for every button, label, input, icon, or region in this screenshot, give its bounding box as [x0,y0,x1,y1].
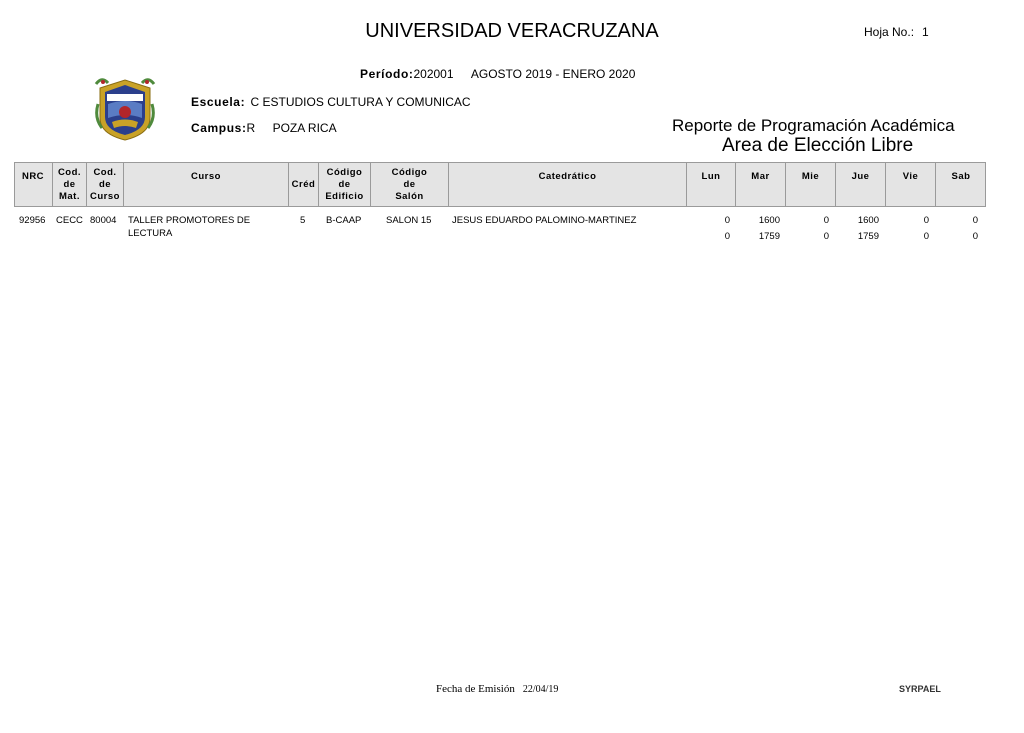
fecha-label: Fecha de Emisión [436,683,515,695]
periodo-code: 202001 [413,67,454,81]
cell-lun-fin: 0 [724,231,730,242]
col-vie: Vie [886,162,936,207]
col-cred: Créd [289,162,319,207]
col-mie: Mie [786,162,836,207]
col-cod-edificio: Código de Edificio [319,162,371,207]
escuela-line [191,95,471,109]
col-cod-mat: Cod. de Mat. [53,162,87,207]
footer-fecha [436,683,558,695]
hoja-label: Hoja No.: [864,25,915,39]
cell-jue-fin: 1759 [857,231,879,242]
cell-edificio: B-CAAP [326,215,362,226]
university-title: UNIVERSIDAD VERACRUZANA [365,20,659,42]
university-seal-logo [94,74,156,142]
col-curso: Curso [124,162,289,207]
cell-curso-line1: TALLER PROMOTORES DE [128,215,251,226]
cell-lun-inicio: 0 [724,215,730,226]
col-lun: Lun [687,162,736,207]
cell-salon: SALON 15 [386,215,432,226]
campus-code: R [246,121,256,135]
col-jue: Jue [836,162,886,207]
cell-nrc: 92956 [19,215,46,226]
escuela-label: Escuela: [191,95,246,109]
cell-sab-fin: 0 [972,231,978,242]
periodo-line [360,67,635,81]
report-title: Reporte de Programación Académica [672,116,955,135]
fecha-value: 22/04/19 [522,684,559,695]
col-nrc: NRC [14,162,53,207]
cell-vie-fin: 0 [923,231,929,242]
cell-catedratico: JESUS EDUARDO PALOMINO-MARTINEZ [452,215,637,226]
cell-vie-inicio: 0 [923,215,929,226]
report-subtitle: Area de Elección Libre [722,135,914,156]
cell-curso-line2: LECTURA [128,228,173,239]
col-mar: Mar [736,162,786,207]
hoja-value: 1 [922,25,929,39]
cell-mie-inicio: 0 [823,215,829,226]
campus-label: Campus: [191,121,247,135]
campus-line [191,121,337,135]
cell-mar-inicio: 1600 [758,215,780,226]
page-number [864,25,929,39]
periodo-text: AGOSTO 2019 - ENERO 2020 [470,67,636,81]
col-catedratico: Catedrático [449,162,687,207]
cell-cod-curso: 80004 [90,215,117,226]
col-cod-salon: Código de Salón [371,162,449,207]
cell-mie-fin: 0 [823,231,829,242]
col-cod-curso: Cod. de Curso [87,162,124,207]
campus-value: POZA RICA [272,121,337,135]
cell-cred: 5 [300,215,306,226]
col-sab: Sab [951,171,971,182]
system-code: SYRPAEL [899,684,941,694]
cell-mar-fin: 1759 [758,231,780,242]
escuela-value: C ESTUDIOS CULTURA Y COMUNICAC [250,95,471,109]
cell-sab-inicio: 0 [972,215,978,226]
cell-jue-inicio: 1600 [857,215,879,226]
periodo-label: Período: [360,67,414,81]
cell-cod-mat: CECC [56,215,83,226]
